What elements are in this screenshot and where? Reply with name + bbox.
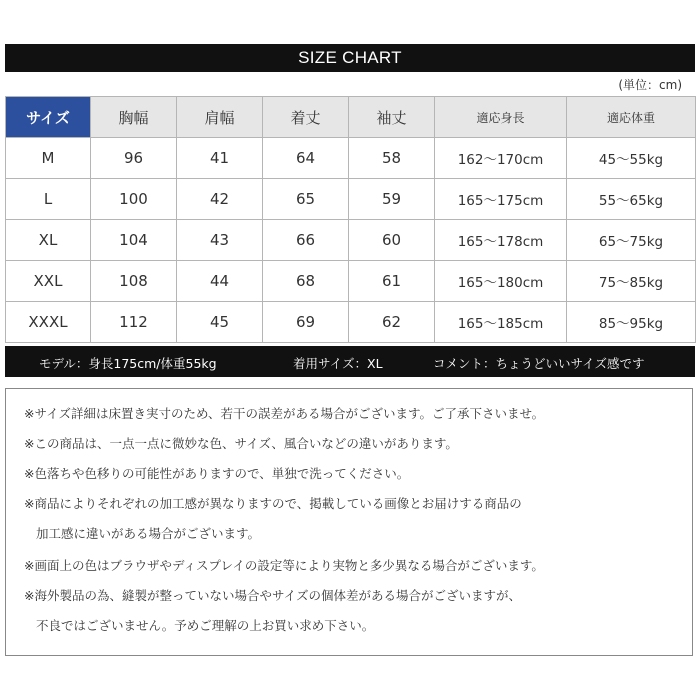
note-line: ※この商品は、一点一点に微妙な色、サイズ、風合いなどの違いがあります。 — [24, 436, 458, 451]
model-size-text: 着用サイズ：XL — [293, 356, 383, 371]
cell-weight: 45～55kg — [567, 138, 696, 179]
cell-chest: 100 — [91, 179, 177, 220]
note-line: ※画面上の色はブラウザやディスプレイの設定等により実物と多少異なる場合がございます。 — [24, 558, 544, 573]
cell-shoulder: 44 — [177, 261, 263, 302]
model-body-text: モデル：身長175cm/体重55kg — [39, 356, 217, 371]
cell-height: 165～178cm — [435, 220, 567, 261]
note-line: 加工感に違いがある場合がございます。 — [36, 526, 261, 541]
cell-chest: 104 — [91, 220, 177, 261]
cell-sleeve: 61 — [349, 261, 435, 302]
model-info-bar — [5, 346, 695, 377]
cell-shoulder: 42 — [177, 179, 263, 220]
header-chest: 胸幅 — [91, 97, 177, 138]
header-shoulder: 肩幅 — [177, 97, 263, 138]
cell-height: 165～175cm — [435, 179, 567, 220]
cell-length: 64 — [263, 138, 349, 179]
header-height: 適応身長 — [435, 97, 567, 138]
size-table — [5, 96, 696, 343]
note-line: ※海外製品の為、縫製が整っていない場合やサイズの個体差がある場合がございますが、 — [24, 588, 521, 603]
table-row — [6, 179, 696, 220]
cell-length: 69 — [263, 302, 349, 343]
cell-height: 165～185cm — [435, 302, 567, 343]
cell-chest: 112 — [91, 302, 177, 343]
size-chart-title: SIZE CHART — [5, 44, 695, 72]
cell-height: 165～180cm — [435, 261, 567, 302]
note-line: ※商品によりそれぞれの加工感が異なりますので、掲載している画像とお届けする商品の — [24, 496, 522, 511]
cell-shoulder: 45 — [177, 302, 263, 343]
cell-shoulder: 43 — [177, 220, 263, 261]
cell-weight: 55～65kg — [567, 179, 696, 220]
model-comment-text: コメント：ちょうどいいサイズ感です — [433, 356, 645, 371]
cell-size: L — [6, 179, 91, 220]
header-sleeve: 袖丈 — [349, 97, 435, 138]
cell-chest: 108 — [91, 261, 177, 302]
cell-weight: 65～75kg — [567, 220, 696, 261]
cell-height: 162～170cm — [435, 138, 567, 179]
table-header-row — [6, 97, 696, 138]
header-length: 着丈 — [263, 97, 349, 138]
cell-length: 66 — [263, 220, 349, 261]
cell-weight: 75～85kg — [567, 261, 696, 302]
cell-chest: 96 — [91, 138, 177, 179]
cell-length: 65 — [263, 179, 349, 220]
cell-size: XXXL — [6, 302, 91, 343]
header-weight: 適応体重 — [567, 97, 696, 138]
notes-box — [5, 388, 693, 656]
cell-sleeve: 59 — [349, 179, 435, 220]
cell-size: XXL — [6, 261, 91, 302]
table-row — [6, 138, 696, 179]
unit-label: (単位：cm) — [618, 78, 682, 92]
cell-size: M — [6, 138, 91, 179]
table-row — [6, 220, 696, 261]
cell-sleeve: 62 — [349, 302, 435, 343]
cell-shoulder: 41 — [177, 138, 263, 179]
note-line: 不良ではございません。予めご理解の上お買い求め下さい。 — [36, 618, 375, 633]
header-size: サイズ — [6, 97, 91, 138]
cell-size: XL — [6, 220, 91, 261]
note-line: ※サイズ詳細は床置き実寸のため、若干の誤差がある場合がございます。ご了承下さいませ。 — [24, 406, 545, 421]
note-line: ※色落ちや色移りの可能性がありますので、単独で洗ってください。 — [24, 466, 410, 481]
table-row — [6, 261, 696, 302]
cell-weight: 85～95kg — [567, 302, 696, 343]
table-row — [6, 302, 696, 343]
cell-sleeve: 58 — [349, 138, 435, 179]
cell-length: 68 — [263, 261, 349, 302]
cell-sleeve: 60 — [349, 220, 435, 261]
